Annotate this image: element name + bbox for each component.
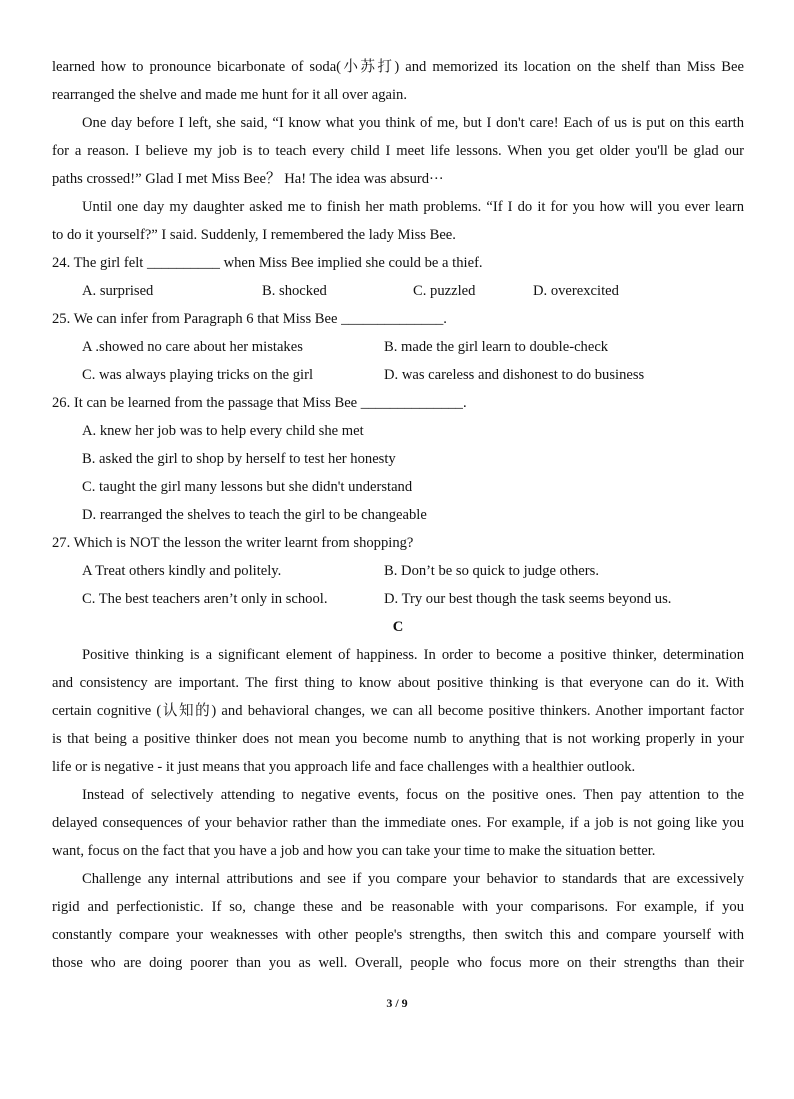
- option-d: D. overexcited: [533, 283, 619, 299]
- option-c: C. The best teachers aren’t only in school.: [82, 591, 328, 607]
- passage-line: rearranged the shelve and made me hunt for it all over again.: [52, 87, 407, 103]
- passage-line: Instead of selectively attending to negative events, focus on the positive ones. Then pay attention to the: [82, 787, 744, 803]
- option-d: D. was careless and dishonest to do business: [384, 367, 645, 383]
- passage-line: want, focus on the fact that you have a job and how you can take your time to make the situation better.: [52, 843, 656, 859]
- question-25-options-row: [52, 333, 744, 361]
- option-b: B. made the girl learn to double-check: [384, 339, 609, 355]
- passage-line: rigid and perfectionistic. If so, change these and be reasonable with your comparisons. For example, if you: [52, 899, 744, 915]
- passage-line: and consistency are important. The first thing to know about positive thinking is that everyone can do it. With: [52, 675, 744, 691]
- passage-line: One day before I left, she said, “I know what you think of me, but I don't care! Each of us is put on this earth: [82, 115, 744, 131]
- passage-line: paths crossed!” Glad I met Miss Bee？ Ha! The idea was absurd···: [52, 171, 444, 187]
- passage-line: life or is negative - it just means that you approach life and face challenges with a healthier outlook.: [52, 759, 636, 775]
- passage-line: those who are doing poorer than you as well. Overall, people who focus more on their strengths than their: [52, 955, 744, 971]
- question-26-stem: 26. It can be learned from the passage that Miss Bee ______________.: [52, 395, 467, 411]
- passage-line: learned how to pronounce bicarbonate of soda(小苏打) and memorized its location on the shelf than Miss Bee: [52, 59, 744, 75]
- passage-line: delayed consequences of your behavior rather than the immediate ones. For example, if a job is not going like you: [52, 815, 744, 831]
- section-heading: C: [392, 619, 404, 635]
- option-c: C. was always playing tricks on the girl: [82, 367, 314, 383]
- page-number: 3 / 9: [386, 996, 408, 1010]
- option-d: D. rearranged the shelves to teach the girl to be changeable: [82, 507, 427, 523]
- option-d: D. Try our best though the task seems beyond us.: [384, 591, 672, 607]
- question-25-stem: 25. We can infer from Paragraph 6 that Miss Bee ______________.: [52, 311, 447, 327]
- option-a: A Treat others kindly and politely.: [82, 563, 282, 579]
- option-b: B. Don’t be so quick to judge others.: [384, 563, 599, 579]
- passage-line: certain cognitive (认知的) and behavioral changes, we can all become positive thinkers. Another important factor: [52, 703, 744, 719]
- passage-line: to do it yourself?” I said. Suddenly, I remembered the lady Miss Bee.: [52, 227, 456, 243]
- option-c: C. puzzled: [413, 283, 476, 299]
- passage-line: for a reason. I believe my job is to teach every child I meet life lessons. When you get older you'll be glad our: [52, 143, 744, 159]
- question-27-stem: 27. Which is NOT the lesson the writer learnt from shopping?: [52, 535, 414, 551]
- option-b: B. asked the girl to shop by herself to test her honesty: [82, 451, 396, 467]
- question-24-options: [52, 277, 744, 305]
- passage-line: Positive thinking is a significant element of happiness. In order to become a positive thinker, determination: [82, 647, 744, 663]
- question-27-options-row: [52, 585, 744, 613]
- option-c: C. taught the girl many lessons but she didn't understand: [82, 479, 413, 495]
- option-a: A .showed no care about her mistakes: [82, 339, 303, 355]
- document-page: [52, 53, 744, 977]
- question-24-stem: 24. The girl felt __________ when Miss Bee implied she could be a thief.: [52, 255, 483, 271]
- option-b: B. shocked: [262, 283, 327, 299]
- option-a: A. knew her job was to help every child she met: [82, 423, 364, 439]
- passage-line: Challenge any internal attributions and see if you compare your behavior to standards that are excessively: [82, 871, 744, 887]
- passage-line: Until one day my daughter asked me to finish her math problems. “If I do it for you how will you ever learn: [82, 199, 744, 215]
- passage-line: is that being a positive thinker does not mean you become numb to anything that is not working properly in your: [52, 731, 744, 747]
- passage-line: constantly compare your weaknesses with other people's strengths, then switch this and compare yourself with: [52, 927, 744, 943]
- option-a: A. surprised: [82, 283, 154, 299]
- question-27-options-row: [52, 557, 744, 585]
- question-25-options-row: [52, 361, 744, 389]
